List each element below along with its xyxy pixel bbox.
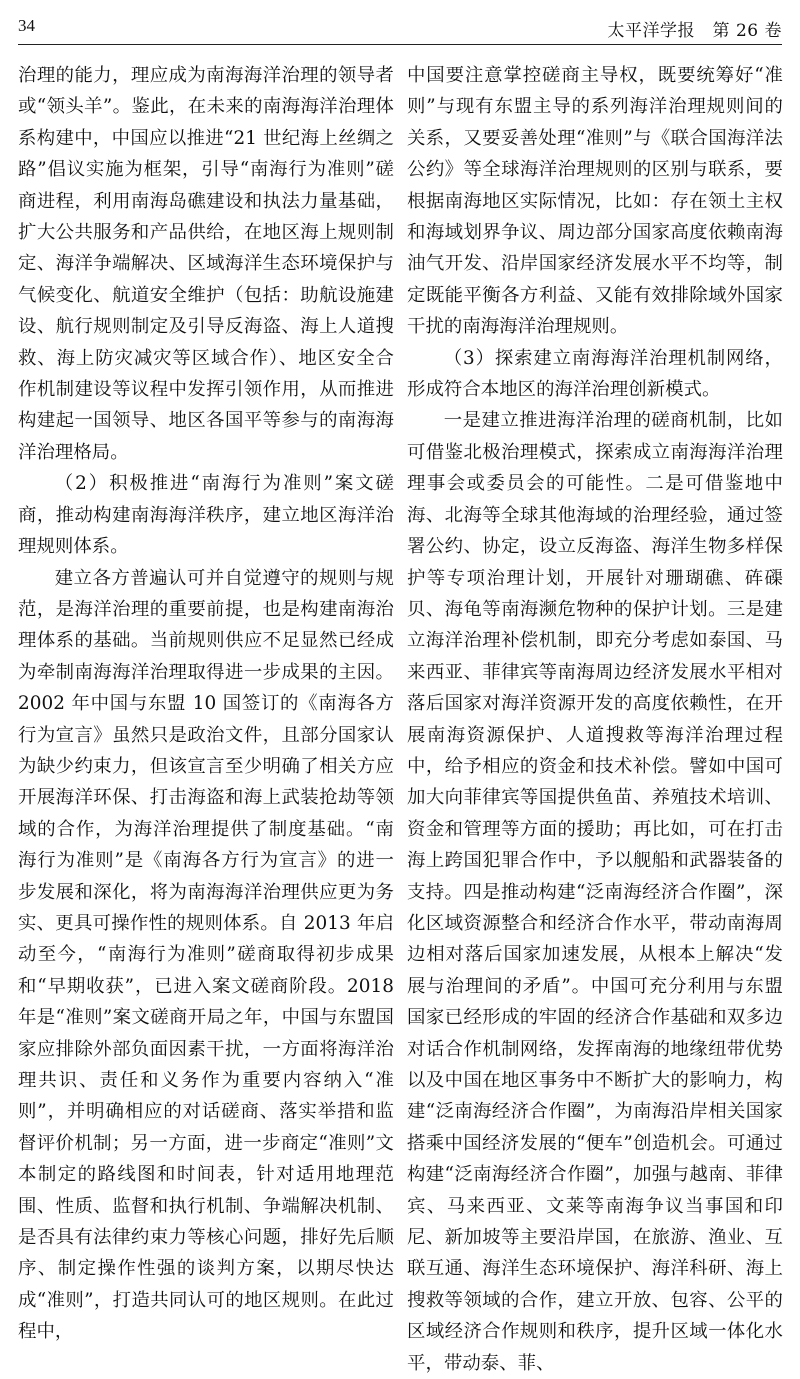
body-paragraph: 中国要注意掌控磋商主导权，既要统筹好“准则”与现有东盟主导的系列海洋治理规则间的关系，又要妥善处理“准则”与《联合国海洋法公约》等全球海洋治理规则的区别与联系，要根据南海地区实际情况，比如：存在领土主权和海域划界争议、周边部分国家高度依赖南海油气开发、沿岸国家经济发展水平不均等，制定既能平衡各方利益、又能有效排除域外国家干扰的南海海洋治理规则。 [407,65,783,338]
running-head [18,14,782,45]
section-heading: （3）探索建立南海海洋治理机制网络，形成符合本地区的海洋治理创新模式。 [407,347,783,401]
page-number: 34 [18,16,35,35]
journal-title: 太平洋学报 第 26 卷 [607,21,782,41]
right-column [407,60,783,1379]
left-column [18,60,394,1348]
body-paragraph: 治理的能力，理应成为南海海洋治理的领导者或“领头羊”。鉴此，在未来的南海海洋治理体系构建中，中国应以推进“21 世纪海上丝绸之路”倡议实施为框架，引导“南海行为准则”磋商进程，利用南海岛礁建设和执法力量基础，扩大公共服务和产品供给，在地区海上规则制定、海洋争端解决、区域海洋生态环境保护与气候变化、航道安全维护（包括：助航设施建设、航行规则制定及引导反海盗、海上人道搜救、海上防灾减灾等区域合作）、地区安全合作机制建设等议程中发挥引领作用，从而推进构建起一国领导、地区各国平等参与的南海海洋治理格局。 [18,65,394,463]
body-paragraph: 一是建立推进海洋治理的磋商机制，比如可借鉴北极治理模式，探索成立南海海洋治理理事会或委员会的可能性。二是可借鉴地中海、北海等全球其他海域的治理经验，通过签署公约、协定，设立反海盗、海洋生物多样保护等专项治理计划，开展针对珊瑚礁、砗磲贝、海龟等南海濒危物种的保护计划。三是建立海洋治理补偿机制，即充分考虑如泰国、马来西亚、菲律宾等南海周边经济发展水平相对落后国家对海洋资源开发的高度依赖性，在开展南海资源保护、人道搜救等海洋治理过程中，给予相应的资金和技术补偿。譬如中国可加大向菲律宾等国提供鱼苗、养殖技术培训、资金和管理等方面的援助；再比如，可在打击海上跨国犯罪合作中，予以舰船和武器装备的支持。四是推动构建“泛南海经济合作圈”，深化区域资源整合和经济合作水平，带动南海周边相对落后国家加速发展，从根本上解决“发展与治理间的矛盾”。中国可充分利用与东盟国家已经形成的牢固的经济合作基础和双多边对话合作机制网络，发挥南海的地缘纽带优势以及中国在地区事务中不断扩大的影响力，构建“泛南海经济合作圈”，为南海沿岸相关国家搭乘中国经济发展的“便车”创造机会。可通过构建“泛南海经济合作圈”，加强与越南、菲律宾、马来西亚、文莱等南海争议当事国和印尼、新加坡等主要沿岸国，在旅游、渔业、互联互通、海洋生态环境保护、海洋科研、海上搜救等领域的合作，建立开放、包容、公平的区域经济合作规则和秩序，提升区域一体化水平，带动泰、菲、 [407,410,783,1374]
body-paragraph: 建立各方普遍认可并自觉遵守的规则与规范，是海洋治理的重要前提，也是构建南海治理体系的基础。当前规则供应不足显然已经成为牵制南海海洋治理取得进一步成果的主因。2002 年中国与东盟 10 国签订的《南海各方行为宣言》虽然只是政治文件，且部分国家认为缺少约束力，但该宣言至少明确了相关方应开展海洋环保、打击海盗和海上武装抢劫等领域的合作，为海洋治理提供了制度基础。“南海行为准则”是《南海各方行为宣言》的进一步发展和深化，将为南海海洋治理供应更为务实、更具可操作性的规则体系。自 2013 年启动至今，“南海行为准则”磋商取得初步成果和“早期收获”，已进入案文磋商阶段。2018 年是“准则”案文磋商开局之年，中国与东盟国家应排除外部负面因素干扰，一方面将海洋治理共识、责任和义务作为重要内容纳入“准则”，并明确相应的对话磋商、落实举措和监督评价机制；另一方面，进一步商定“准则”文本制定的路线图和时间表，针对适用地理范围、性质、监督和执行机制、争端解决机制、是否具有法律约束力等核心问题，排好先后顺序、制定操作性强的谈判方案，以期尽快达成“准则”，打造共同认可的地区规则。在此过程中， [18,567,394,1343]
section-heading: （2）积极推进“南海行为准则”案文磋商，推动构建南海海洋秩序，建立地区海洋治理规则体系。 [18,473,394,558]
